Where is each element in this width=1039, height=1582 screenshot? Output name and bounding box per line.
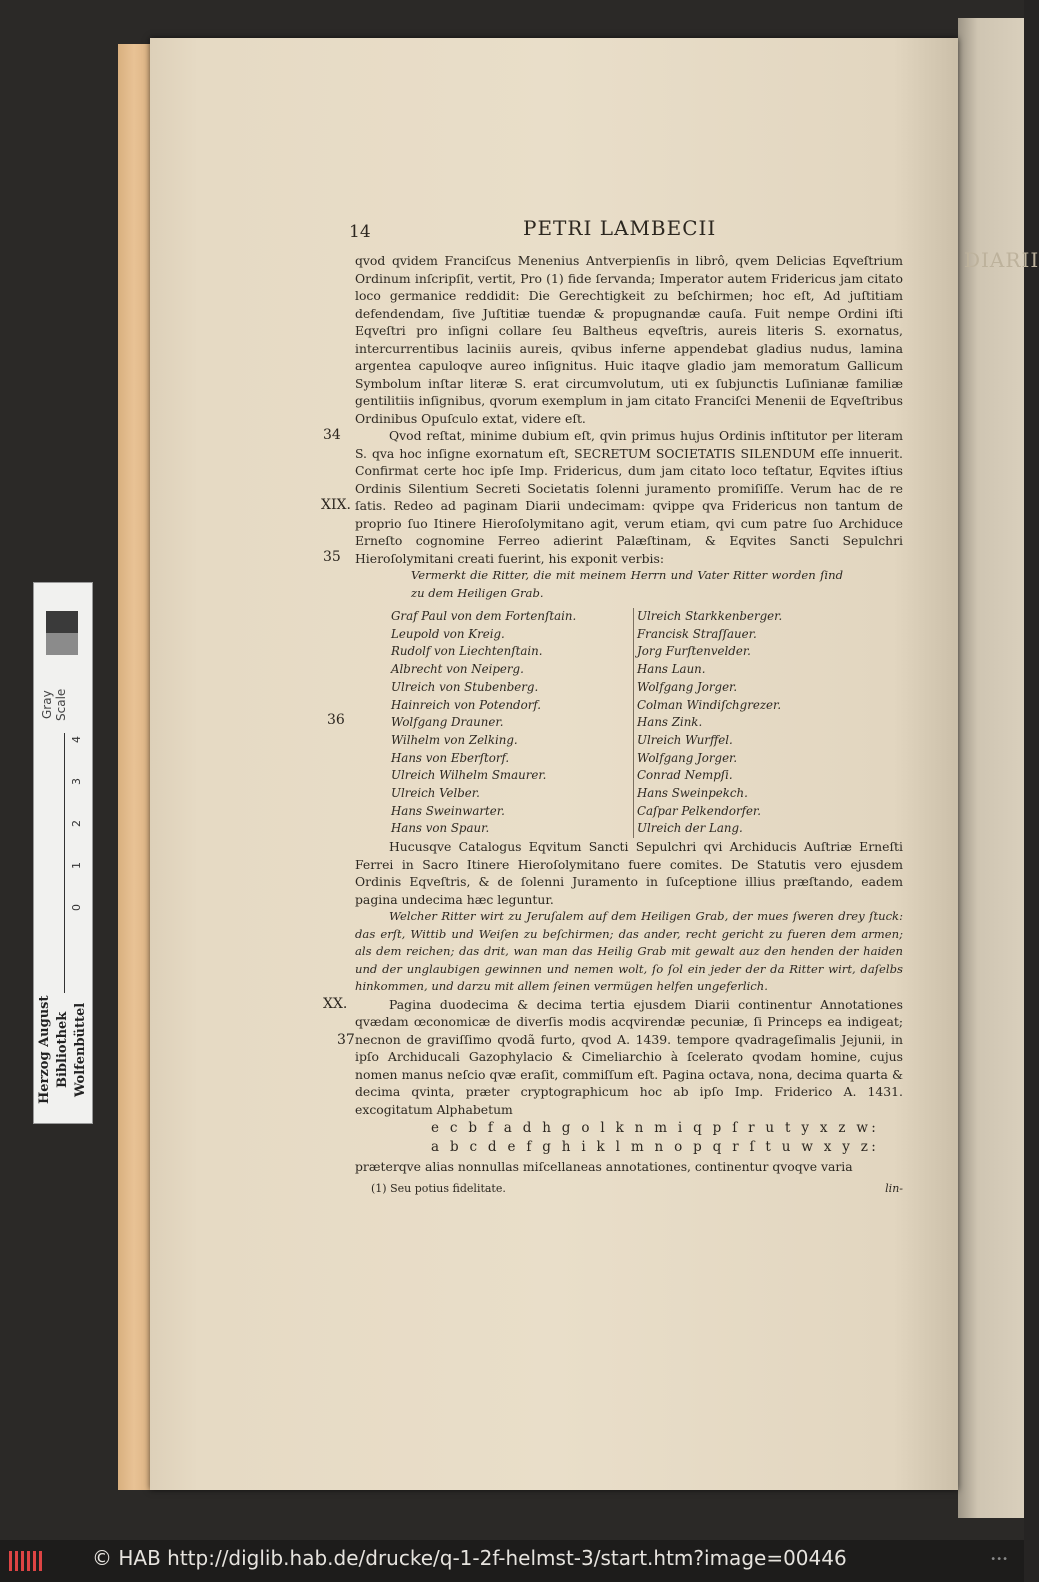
list-item: Wilhelm von Zelking.: [391, 732, 518, 747]
list-item: Hainreich von Potendorf.: [391, 697, 542, 712]
gray-scale-card: [33, 582, 93, 1124]
list-item: Hans von Eberſtorf.: [391, 750, 510, 765]
scale-number: 1: [70, 862, 83, 869]
list-item: Hans Sweinpekch.: [637, 786, 748, 801]
vermerkt-heading: Vermerkt die Ritter, die mit meinem Herrn und Vater Ritter worden ſind zu dem Heiligen Grab.: [411, 568, 843, 600]
list-item: Caſpar Pelkendorfer.: [637, 803, 762, 818]
list-item: Albrecht von Neiperg.: [391, 662, 524, 677]
paragraph-4-wrap: [323, 995, 903, 1119]
plain-alphabet: a b c d e f g h i k l m n o p q r ſ t u w x y z:: [431, 1139, 880, 1155]
catchword: lin-: [885, 1182, 903, 1195]
list-item: Hans Sweinwarter.: [391, 803, 505, 818]
scale-number: 3: [70, 778, 83, 785]
scale-number: 4: [70, 736, 83, 743]
cipher-alphabet: e c b f a d h g o l k n m i q p ſ r u t y x z w:: [431, 1120, 880, 1136]
page-text: [321, 216, 903, 1198]
list-item: Hans von Spaur.: [391, 821, 490, 836]
list-item: Ulreich der Lang.: [637, 821, 743, 836]
copyright-url[interactable]: © HAB http://diglib.hab.de/drucke/q-1-2f-helmst-3/start.htm?image=00446: [92, 1546, 847, 1570]
list-item: Rudolf von Liechtenſtain.: [391, 644, 543, 659]
list-item: Ulreich von Stubenberg.: [391, 679, 539, 694]
scale-number: 0: [70, 904, 83, 911]
footer-bar: [0, 1540, 1024, 1582]
hab-logo-icon: [8, 1549, 48, 1573]
paragraph-2: Qvod reſtat, minime dubium eſt, qvin primus hujus Ordinis inſtitutor per literam S. qva hoc inſigne exornatum eſt, SECRETUM SOCIETATIS SILENDUM eſſe innuerit. Confirmat certe hoc ipſe Imp. Fridericus, dum jam citato loco teſtatur, Eqvites iſtius Ordinis Silentium Secreti Societatis ſolenni juramento promiſiſſe. Verum hac de re ſatis. Redeo ad paginam Diarii undecimam: qvippe qva Fridericus non tantum de proprio ſuo Itinere Hieroſolymitano agit, verum etiam, qvi cum patre ſuo Archiduce Erneſto cognomine Ferreo adierint Palæſtinam, & Eqvites Sancti Sepulchri Hieroſolymitani creati fuerint, his exponit verbis:: [355, 428, 903, 566]
list-item: Ulreich Starkkenberger.: [637, 609, 783, 623]
list-item: Francisk Straſſauer.: [637, 626, 757, 641]
gray-swatch-dark: [46, 611, 78, 633]
list-item: Conrad Nempſi.: [637, 768, 733, 783]
knights-column-left: [391, 608, 621, 838]
library-name: Herzog August Bibliothek Wolfenbüttel: [37, 995, 88, 1105]
paragraph-5: præterqve alias nonnullas miſcellaneas annotationes, continentur qvoqve varia: [355, 1159, 853, 1174]
paragraph-2-wrap: [321, 427, 903, 567]
list-item: Hans Zink.: [637, 715, 703, 730]
scale-ruler: [64, 733, 89, 993]
list-item: Leupold von Kreig.: [391, 626, 505, 641]
facing-page-ghost-text: DIARII: [964, 248, 1039, 272]
oath-quotation: Welcher Ritter wirt zu Jeruſalem auf dem Heiligen Grab, der mues ſweren drey ſtuck: das erſt, Wittib und Weiſen zu beſchirmen; das ander, recht gericht zu fueren dem armen; als dem reichen; das drit, wan man das Heilig Grab mit gewalt auz den henden der haiden und der unglaubigen gewinnen und nemen wolt, ſo ſol ein jeder der da Ritter wirt, daſelbs hinkommen, und darzu mit allem ſeinen vermügen helfen ungeferlich.: [355, 909, 903, 993]
list-item: Wolfgang Drauner.: [391, 715, 504, 730]
list-item: Wolfgang Jorger.: [637, 679, 738, 694]
knights-column-right: [633, 608, 867, 838]
list-item: Ulreich Wurffel.: [637, 732, 733, 747]
list-item: Wolfgang Jorger.: [637, 750, 738, 765]
list-item: Graf Paul von dem Fortenſtain.: [391, 609, 577, 623]
scale-number: 2: [70, 820, 83, 827]
running-head: PETRI LAMBECII: [523, 216, 717, 240]
knights-list: [327, 608, 903, 838]
list-item: Hans Laun.: [637, 662, 706, 677]
more-options-icon[interactable]: •••: [990, 1554, 1008, 1565]
facing-page-edge: [958, 18, 1039, 1518]
list-item: Jorg Furſtenvelder.: [637, 644, 751, 659]
list-item: Colman Windiſchgrezer.: [637, 697, 782, 712]
list-item: Ulreich Velber.: [391, 786, 480, 801]
margin-note-37: 37: [337, 1031, 355, 1048]
margin-note-35: 35: [323, 549, 341, 565]
page-number: 14: [349, 222, 371, 242]
paragraph-4: Pagina duodecima & decima tertia ejusdem Diarii continentur Annotationes qvædam œconomicæ de diverſis modis acqvirendæ pecuniæ, ſi Princeps ea indigeat; necnon de graviſſimo qvodã furto, qvod A. 1439. tempore qvadrageſimalis Jejunii, in ipſo Archiducali Gazophylacio & Cimeliarchio à ſcelerato qvodam homine, cujus nomen manus neſcio qvæ eraſit, commiſſum eſt. Pagina octava, nona, decima quarta & decima qvinta, præter cryptographicum hoc ab ipſo Imp. Friderico A. 1431. excogitatum Alphabetum: [355, 996, 903, 1117]
footnote: (1) Seu potius fidelitate.: [371, 1181, 506, 1195]
gray-swatch-mid: [46, 633, 78, 655]
margin-note-xix: XIX.: [321, 497, 351, 513]
gray-scale-label: Gray Scale: [40, 688, 68, 722]
margin-note-34: 34: [323, 427, 341, 443]
page-header: [349, 216, 903, 252]
paragraph-1: qvod qvidem Franciſcus Menenius Antverpienſis in librô, qvem Delicias Eqveſtrium Ordinum inſcripſit, vertit, Pro (1) fide ſervanda; Imperator autem Fridericus jam citato loco germanice reddidit: Die Gerechtigkeit zu beſchirmen; hoc eſt, Ad juſtitiam defendendam, ſive Juſtitiæ tuendæ & propugnandæ cauſa. Fuit nempe Ordini iſti Eqveſtri pro inſigni collare ſeu Baltheus eqveſtris, aureis literis S. exornatus, intercurrentibus laciniis aureis, qvibus inferne appendebat gladius nudus, lamina argentea capuloqve aureo inſignitus. Huic itaqve gladio jam memoratum Gallicum Symbolum inſtar literæ S. erat circumvolutum, uti ex ſubjunctis Luſinianæ familiæ gentilitiis inſignibus, qvorum exemplum in jam citato Franciſci Menenii de Eqveſtribus Ordinibus Opuſculo extat, videre eſt.: [355, 253, 903, 426]
margin-note-xx: XX.: [323, 995, 348, 1012]
margin-note-36: 36: [327, 712, 345, 728]
list-item: Ulreich Wilhelm Smaurer.: [391, 768, 547, 783]
paragraph-3: Hucusqve Catalogus Eqvitum Sancti Sepulchri qvi Archiducis Auſtriæ Erneſti Ferrei in Sacro Itinere Hieroſolymitano fuere comites. De Statutis vero ejusdem Ordinis Eqveſtris, & de ſolenni Juramento in ſuſceptione illius præſtando, eadem pagina undecima hæc leguntur.: [355, 839, 903, 907]
